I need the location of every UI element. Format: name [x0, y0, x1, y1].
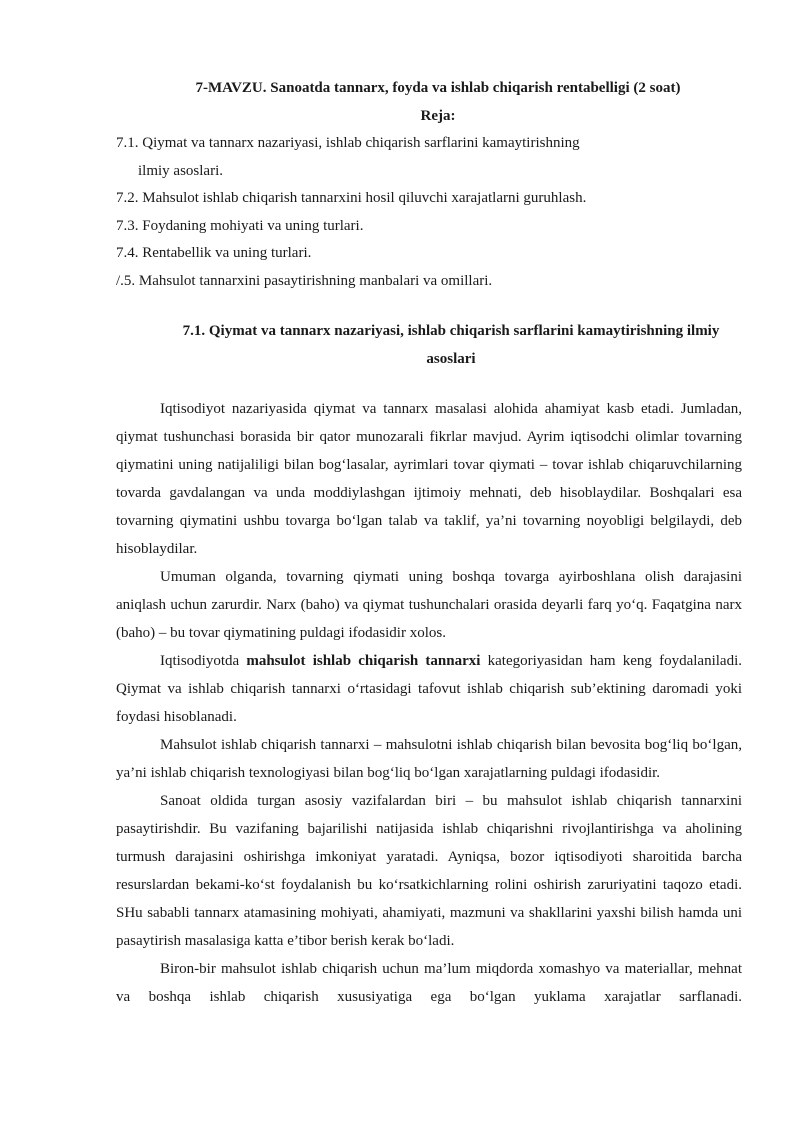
- plan-item: 7.2. Mahsulot ishlab chiqarish tannarxini hosil qiluvchi xarajatlarni guruhlash.: [116, 190, 587, 206]
- topic-title: 7-MAVZU. Sanoatda tannarx, foyda va ishlab chiqarish rentabelligi (2 soat): [195, 80, 681, 96]
- plan-item: 7.3. Foydaning mohiyati va uning turlari.: [116, 217, 364, 234]
- plan-item: /.5. Mahsulot tannarxini pasaytirishning manbalari va omillari.: [116, 272, 493, 289]
- body-text: [116, 395, 742, 1011]
- paragraph-text: kategoriyasidan ham keng foydalaniladi. Qiymat va ishlab chiqarish tannarxi o‘rtasidagi tafovut ishlab chiqarish sub’ektining daromadi yoki foydasi hisoblanadi.: [116, 653, 742, 725]
- plan-item-continuation: ilmiy asoslari.: [138, 162, 223, 179]
- plan-list: [116, 130, 742, 295]
- plan-heading: Reja:: [420, 108, 456, 124]
- paragraph-text: Iqtisodiyotda: [160, 653, 247, 669]
- paragraph: Biron-bir mahsulot ishlab chiqarish uchun ma’lum miqdorda xomashyo va materiallar, mehnat va boshqa ishlab chiqarish xususiyatiga ega bo‘lgan yuklama xarajatlar sarflanadi.: [116, 961, 742, 1005]
- document-page: [116, 74, 742, 1011]
- paragraph: Iqtisodiyot nazariyasida qiymat va tannarx masalasi alohida ahamiyat kasb etadi. Jumladan, qiymat tushunchasi borasida bir qator munozarali fikrlar mavjud. Ayrim iqtisodchi olimlar tovarning qiymatini uning natijaliligi bilan bog‘lasalar, ayrimlari tovar qiymati – tovar ishlab chiqaruvchilarning tovarda gavdalangan va unda moddiylashgan ijtimoiy mehnati, deb hisoblaydilar. Boshqalari esa tovarning qiymatini ushbu tovarga bo‘lgan talab va taklif, ya’ni tovarning noyobligi belgilaydi, deb hisoblaydilar.: [116, 401, 742, 557]
- bold-term: mahsulot ishlab chiqarish tannarxi: [246, 653, 481, 669]
- paragraph: Mahsulot ishlab chiqarish tannarxi – mahsulotni ishlab chiqarish bilan bevosita bog‘liq bo‘lgan, ya’ni ishlab chiqarish texnologiyasi bilan bog‘liq bo‘lgan xarajatlarning puldagi ifodasidir.: [116, 737, 742, 781]
- paragraph: [116, 647, 742, 731]
- plan-item: 7.4. Rentabellik va uning turlari.: [116, 245, 312, 261]
- plan-item: [116, 130, 742, 185]
- section-title: 7.1. Qiymat va tannarx nazariyasi, ishlab chiqarish sarflarini kamaytirishning ilmiy asoslari: [182, 323, 720, 367]
- paragraph: Umuman olganda, tovarning qiymati uning boshqa tovarga ayirboshlana olish darajasini aniqlash uchun zarurdir. Narx (baho) va qiymat tushunchalari orasida deyarli farq yo‘q. Faqatgina narx (baho) – bu tovar qiymatining puldagi ifodasidir xolos.: [116, 569, 742, 641]
- paragraph: Sanoat oldida turgan asosiy vazifalardan biri – bu mahsulot ishlab chiqarish tannarxini pasaytirishdir. Bu vazifaning bajarilishi natijasida ishlab chiqarishni rivojlantirishga va aholining turmush darajasini oshirishga imkoniyat yaratadi. Ayniqsa, bozor iqtisodiyoti sharoitida barcha resurslardan bekami-ko‘st foydalanish bu ko‘rsatkichlarning rolini oshirish zaruriyatini taqozo etadi. SHu sababli tannarx atamasining mohiyati, ahamiyati, mazmuni va shakllarini yaxshi bilish hamda uni pasaytirish masalasiga katta e’tibor berish kerak bo‘ladi.: [116, 793, 742, 949]
- plan-item-text: 7.1. Qiymat va tannarx nazariyasi, ishlab chiqarish sarflarini kamaytirishning: [116, 135, 580, 151]
